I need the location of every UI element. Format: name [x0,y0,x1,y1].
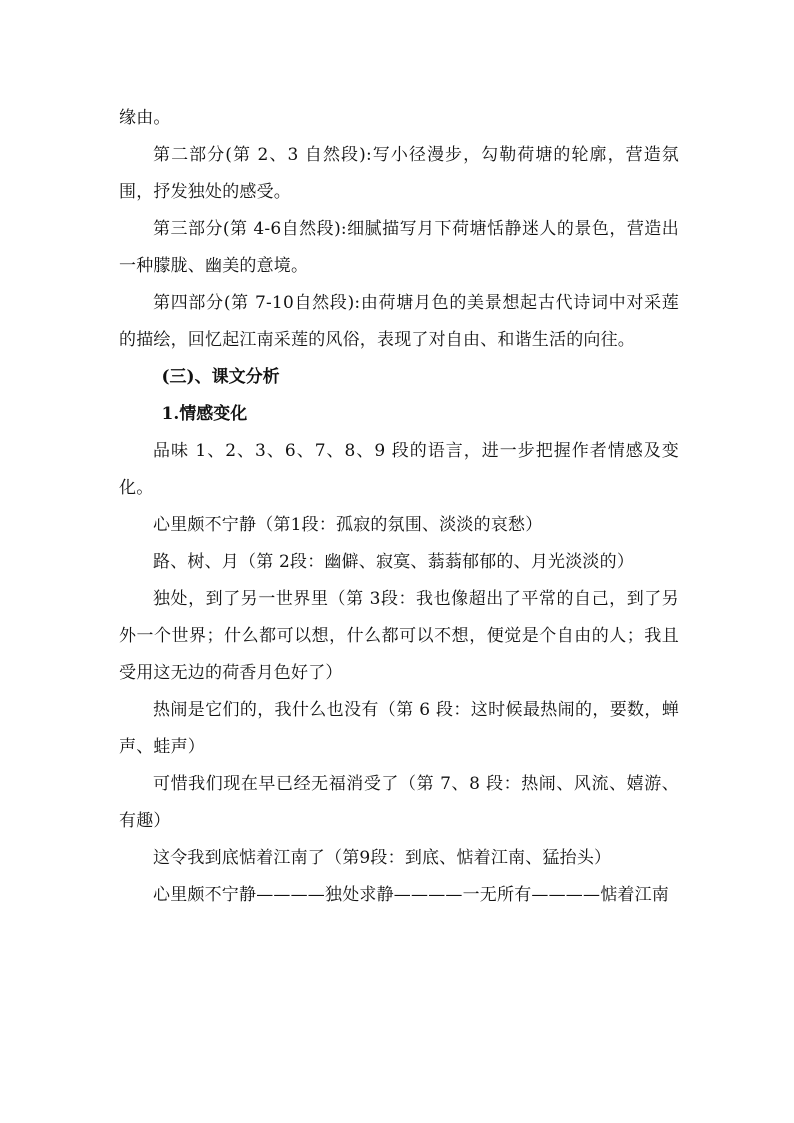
analysis-item: 独处，到了另一世界里（第 3段：我也像超出了平常的自己，到了另外一个世界；什么都可以想，什么都可以不想，便觉是个自由的人；我且受用这无边的荷香月色好了） [119,589,679,683]
subheading: 1.情感变化 [161,404,248,424]
analysis-item: 这令我到底惦着江南了（第9段：到底、惦着江南、猛抬头） [153,848,612,868]
section-heading: (三)、课文分析 [161,367,280,387]
analysis-item: 可惜我们现在早已经无福消受了（第 7、8 段：热闹、风流、嬉游、有趣） [119,774,679,831]
paragraph-part-three: 第三部分(第 4-6自然段):细腻描写月下荷塘恬静迷人的景色，营造出一种朦胧、幽美的意境。 [119,219,679,276]
paragraph-part-two: 第二部分(第 2、3 自然段):写小径漫步，勾勒荷塘的轮廓，营造氛围，抒发独处的感受。 [119,145,679,202]
paragraph-part-four: 第四部分(第 7-10自然段):由荷塘月色的美景想起古代诗词中对采莲的描绘，回忆起江南采莲的风俗，表现了对自由、和谐生活的向往。 [119,293,679,350]
analysis-item: 热闹是它们的，我什么也没有（第 6 段：这时候最热闹的，要数，蝉声、蛙声） [119,700,679,757]
analysis-item: 路、树、月（第 2段：幽僻、寂寞、蓊蓊郁郁的、月光淡淡的） [153,552,635,572]
analysis-intro: 品味 1、2、3、6、7、8、9 段的语言，进一步把握作者情感及变化。 [119,441,679,498]
emotion-summary: 心里颇不宁静————独处求静————一无所有————惦着江南 [153,885,669,905]
document-body [119,100,679,914]
paragraph-continuation: 缘由。 [119,108,171,128]
analysis-item: 心里颇不宁静（第1段：孤寂的氛围、淡淡的哀愁） [153,515,543,535]
